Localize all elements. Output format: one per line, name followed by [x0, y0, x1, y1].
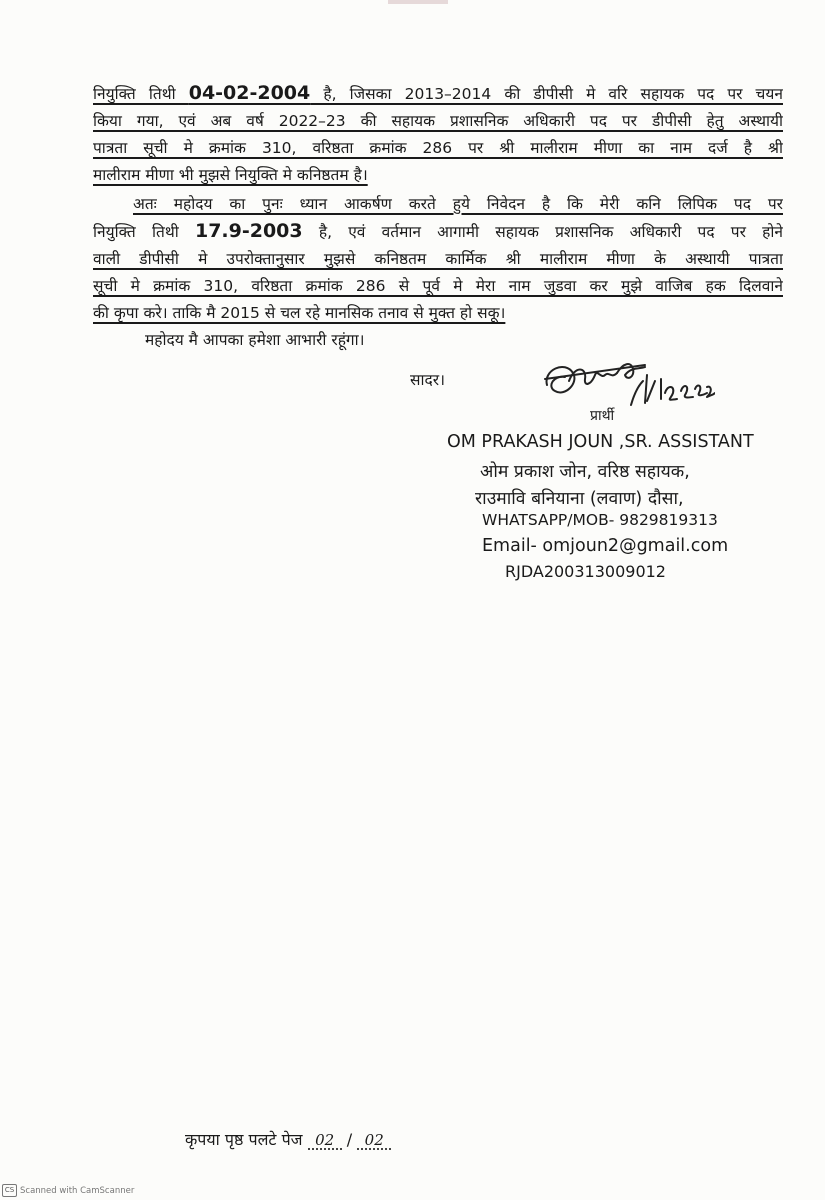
- paragraph-2-line: [93, 300, 783, 327]
- paragraph-2-line: [93, 191, 783, 218]
- page-current-number: 02: [308, 1132, 342, 1150]
- page-turn-note: [185, 1128, 391, 1150]
- text-segment: नियुक्ति तिथी: [93, 85, 189, 103]
- sadar-text: सादर।: [410, 371, 445, 389]
- sender-name-english: OM PRAKASH JOUN ,SR. ASSISTANT: [447, 432, 754, 452]
- camscanner-watermark: [2, 1184, 134, 1197]
- page-total-number: 02: [357, 1132, 391, 1150]
- text-segment: नियुक्ति तिथी: [93, 223, 195, 241]
- prarthi-text: प्रार्थी: [590, 408, 615, 424]
- paragraph-2: [93, 191, 783, 327]
- text-segment: पात्रता सूची मे क्रमांक 310, वरिष्ठता क्रमांक 286 पर श्री मालीराम मीणा का नाम दर्ज है श्री: [93, 139, 783, 157]
- paragraph-2-line: [93, 246, 783, 273]
- text-segment: सूची मे क्रमांक 310, वरिष्ठता क्रमांक 286 से पूर्व मे मेरा नाम जुडवा कर मुझे वाजिब हक दिलवाने: [93, 277, 783, 295]
- sender-phone: WHATSAPP/MOB- 9829819313: [482, 511, 718, 529]
- sender-email: Email- omjoun2@gmail.com: [482, 536, 729, 556]
- page-turn-text: कृपया पृष्ठ पलटे पेज: [185, 1130, 303, 1149]
- paragraph-2-line: [93, 218, 783, 246]
- paragraph-2-line: [93, 273, 783, 300]
- text-segment: मालीराम मीणा भी मुझसे नियुक्ति मे कनिष्ठतम है।: [93, 166, 368, 184]
- paragraph-1-line: [93, 162, 783, 189]
- camscanner-logo-icon: CS: [2, 1184, 17, 1197]
- page-separator: /: [346, 1130, 353, 1149]
- paragraph-1-line: [93, 80, 783, 108]
- top-edge-mark: [388, 0, 448, 4]
- sender-name-hindi: ओम प्रकाश जोन, वरिष्ठ सहायक,: [480, 462, 690, 482]
- paragraph-1-line: [93, 108, 783, 135]
- text-segment: है, जिसका 2013–2014 की डीपीसी मे वरि सहायक पद पर चयन: [310, 85, 783, 103]
- text-segment: की कृपा करे। ताकि मै 2015 से चल रहे मानसिक तनाव से मुक्त हो सकू।: [93, 304, 506, 322]
- paragraph-1: [93, 80, 783, 189]
- text-segment: अतः महोदय का पुनः ध्यान आकर्षण करते हुये निवेदन है कि मेरी कनि लिपिक पद पर: [133, 195, 783, 213]
- text-segment: किया गया, एवं अब वर्ष 2022–23 की सहायक प्रशासनिक अधिकारी पद पर डीपीसी हेतु अस्थायी: [93, 112, 783, 130]
- text-segment: है, एवं वर्तमान आगामी सहायक प्रशासनिक अधिकारी पद पर होने: [302, 223, 783, 241]
- appointment-date: 17.9-2003: [194, 220, 303, 242]
- appointment-date: 04-02-2004: [188, 82, 311, 104]
- gratitude-line: महोदय मै आपका हमेशा आभारी रहूंगा।: [145, 331, 365, 349]
- handwritten-signature: [535, 345, 715, 425]
- text-segment: वाली डीपीसी मे उपरोक्तानुसार मुझसे कनिष्ठतम कार्मिक श्री मालीराम मीणा के अस्थायी पात्रता: [93, 250, 783, 268]
- paragraph-1-line: [93, 135, 783, 162]
- sender-school: राउमावि बनियाना (लवाण) दौसा,: [475, 489, 684, 509]
- camscanner-text: Scanned with CamScanner: [20, 1185, 135, 1196]
- sender-id: RJDA200313009012: [505, 562, 666, 581]
